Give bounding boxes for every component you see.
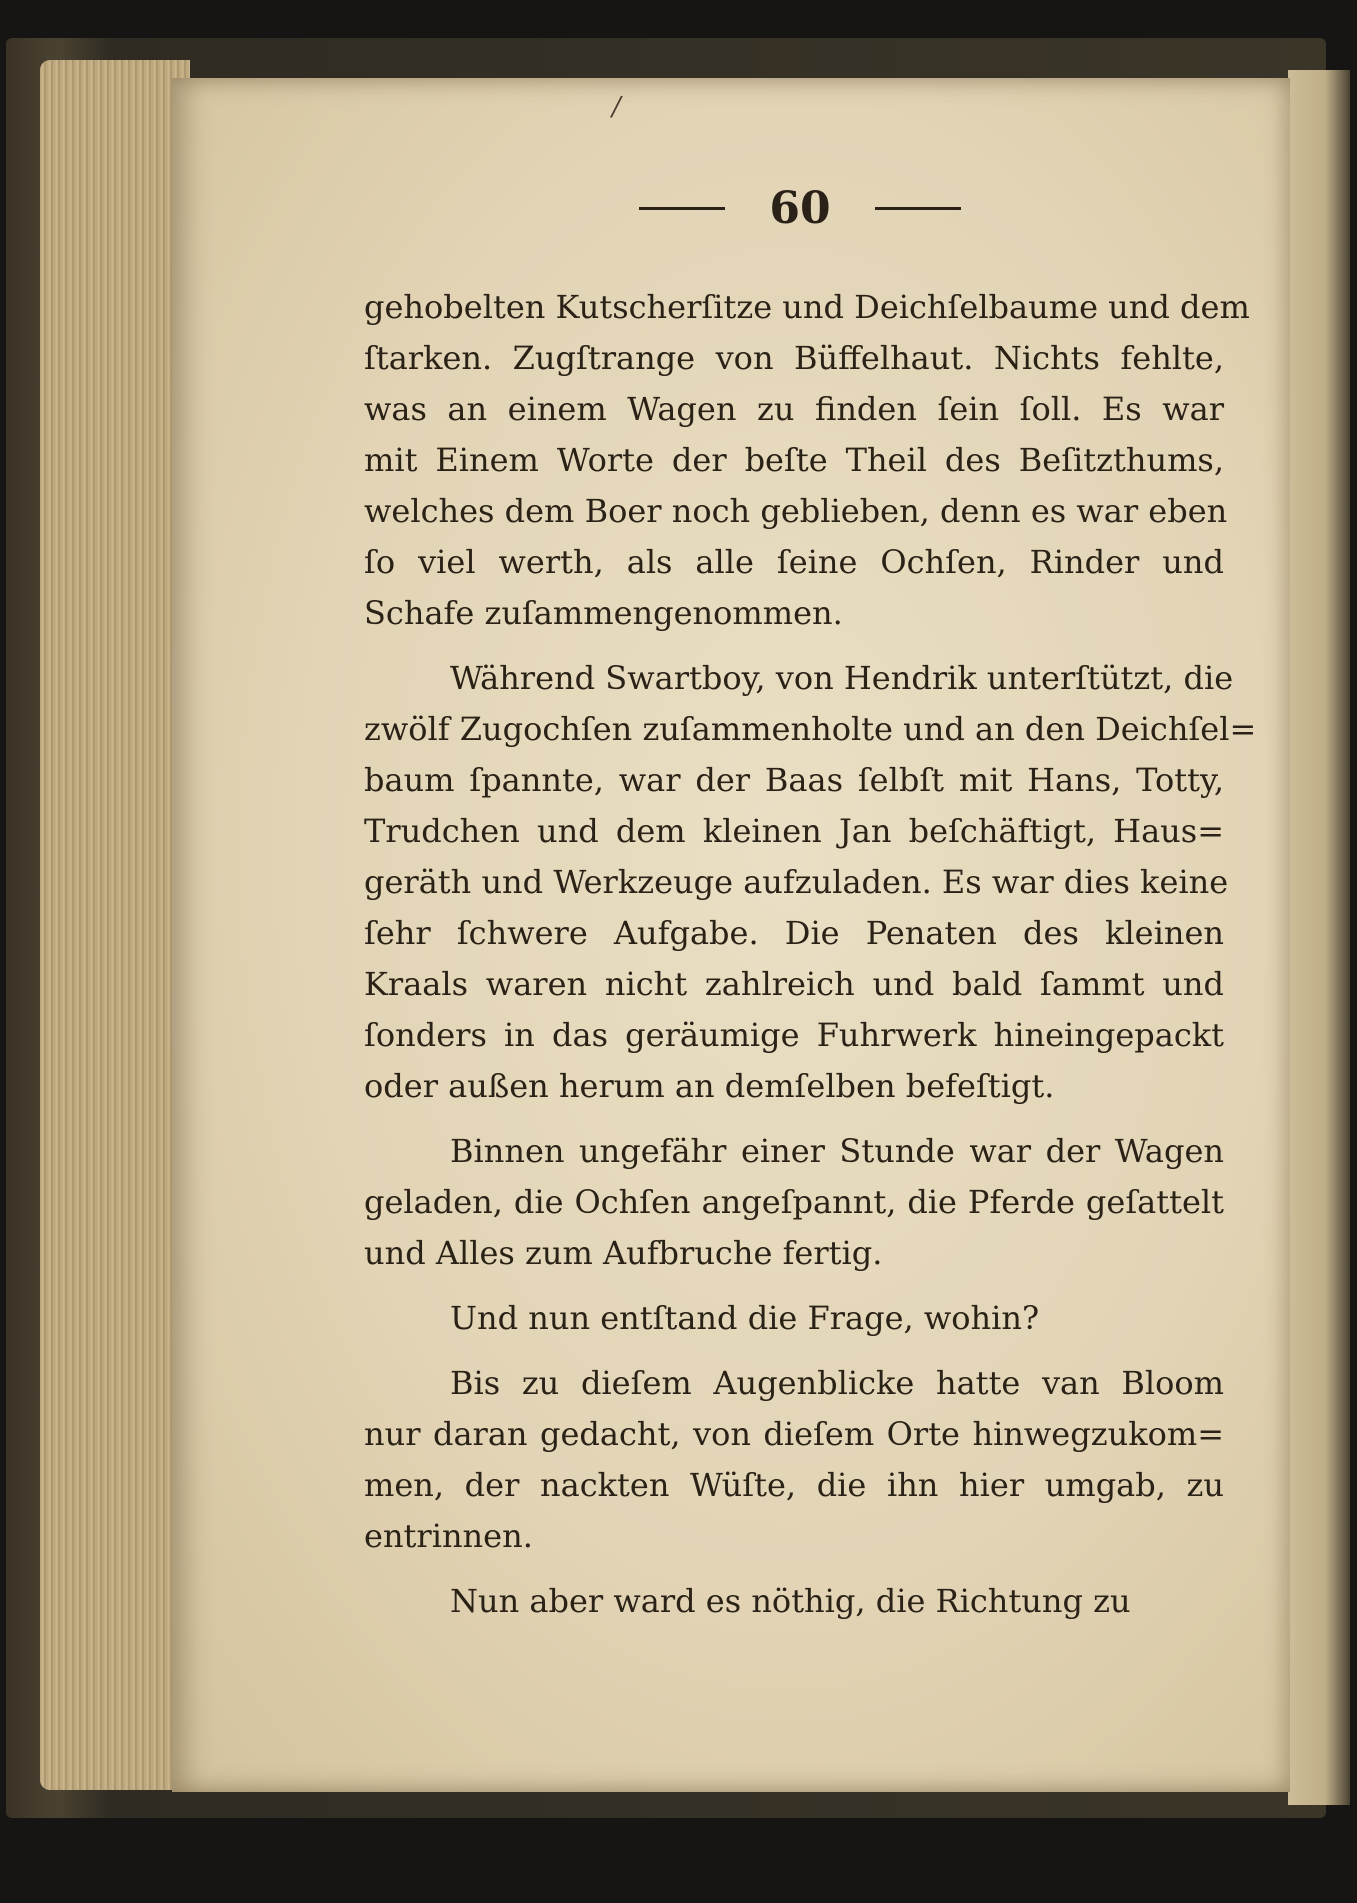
- text-line: ſo viel werth, als alle ſeine Ochſen, Rinder und: [364, 543, 1224, 581]
- text-line: Nun aber ward es nöthig, die Richtung zu: [450, 1582, 1131, 1620]
- text-line: ſehr ſchwere Aufgabe. Die Penaten des kleinen: [364, 914, 1224, 952]
- text-line: oder außen herum an demſelben befeſtigt.: [364, 1067, 1055, 1105]
- facing-page-edge: [1288, 70, 1350, 1805]
- header-rule-left: [639, 207, 725, 210]
- pencil-mark: /: [612, 92, 621, 122]
- text-line: ſonders in das geräumige Fuhrwerk hineingepackt: [364, 1016, 1224, 1054]
- paragraph: [364, 1126, 1224, 1279]
- text-line: entrinnen.: [364, 1517, 533, 1555]
- text-line: mit Einem Worte der beſte Theil des Beſitzthums,: [364, 441, 1224, 479]
- text-line: Und nun entſtand die Frage, wohin?: [450, 1299, 1040, 1337]
- paragraph: [364, 282, 1250, 639]
- text-line: Schafe zuſammengenommen.: [364, 594, 843, 632]
- paragraph: [364, 1576, 1224, 1627]
- paragraph: [364, 1358, 1224, 1562]
- text-line: Binnen ungefähr einer Stunde war der Wagen: [450, 1132, 1224, 1170]
- paragraph-gap: [364, 1562, 1224, 1576]
- page-number: 60: [769, 182, 831, 234]
- text-line: geräth und Werkzeuge aufzuladen. Es war dies keine: [364, 863, 1229, 901]
- text-line: zwölf Zugochſen zuſammenholte und an den Deichſel=: [364, 710, 1257, 748]
- text-line: ſtarken. Zugſtrange von Büffelhaut. Nichts fehlte,: [364, 339, 1224, 377]
- page-edges: [40, 60, 190, 1790]
- text-line: men, der nackten Wüſte, die ihn hier umgab, zu: [364, 1466, 1224, 1504]
- text-line: und Alles zum Aufbruche fertig.: [364, 1234, 883, 1272]
- text-line: welches dem Boer noch geblieben, denn es war eben: [364, 492, 1228, 530]
- paragraph: [364, 653, 1257, 1112]
- body-text: [364, 282, 1257, 1627]
- text-line: gehobelten Kutscherſitze und Deichſelbaume und dem: [364, 288, 1250, 326]
- text-line: Während Swartboy, von Hendrik unterſtützt, die: [450, 659, 1234, 697]
- paragraph-gap: [364, 1112, 1224, 1126]
- paragraph-gap: [364, 1344, 1224, 1358]
- header-rule-right: [875, 207, 961, 210]
- text-line: Trudchen und dem kleinen Jan beſchäftigt, Haus=: [364, 812, 1224, 850]
- text-line: Kraals waren nicht zahlreich und bald ſammt und: [364, 965, 1224, 1003]
- text-line: Bis zu dieſem Augenblicke hatte van Bloom: [450, 1364, 1224, 1402]
- text-line: nur daran gedacht, von dieſem Orte hinwegzukom=: [364, 1415, 1224, 1453]
- page-header: [630, 178, 970, 238]
- paragraph-gap: [364, 639, 1224, 653]
- text-line: baum ſpannte, war der Baas ſelbſt mit Hans, Totty,: [364, 761, 1224, 799]
- text-line: geladen, die Ochſen angeſpannt, die Pferde geſattelt: [364, 1183, 1224, 1221]
- paragraph-gap: [364, 1279, 1224, 1293]
- text-line: was an einem Wagen zu finden ſein ſoll. Es war: [364, 390, 1224, 428]
- paragraph: [364, 1293, 1224, 1344]
